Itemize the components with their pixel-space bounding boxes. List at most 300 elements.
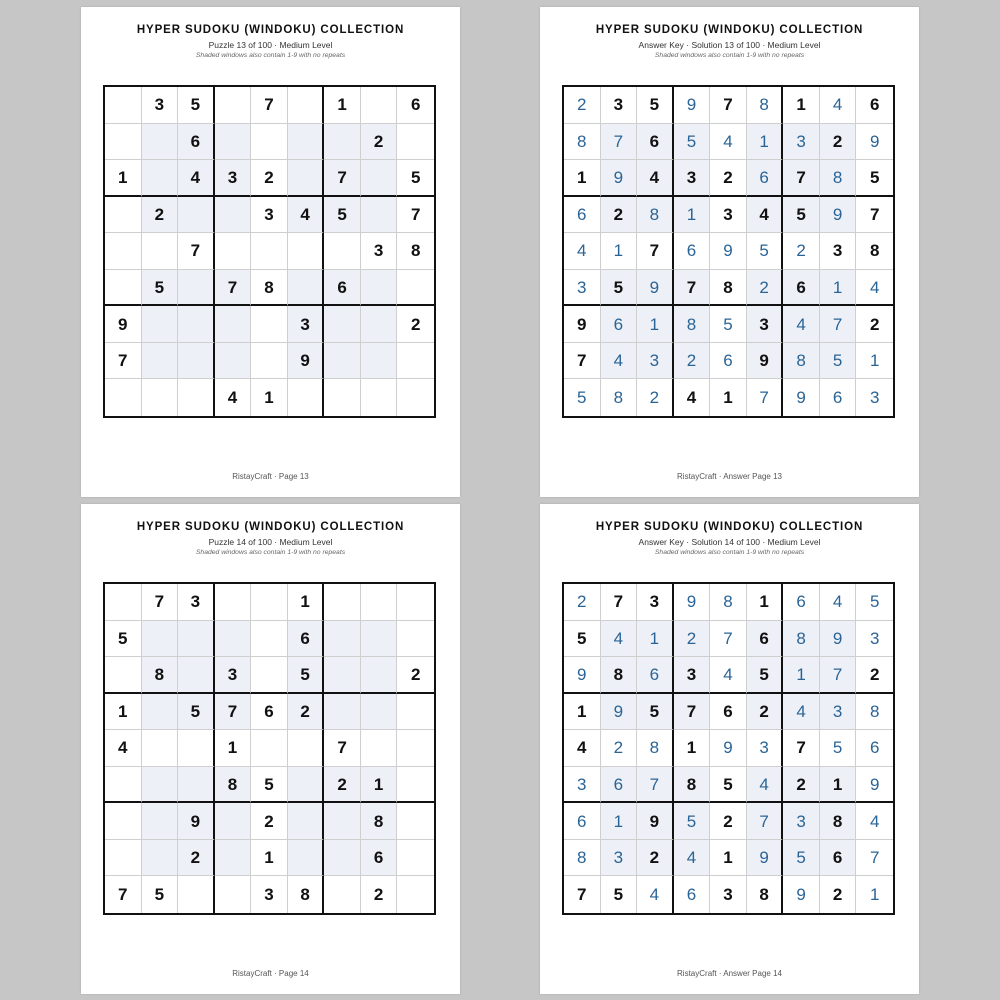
sudoku-cell [251,730,288,767]
sudoku-cell: 3 [564,270,601,307]
sudoku-cell [142,233,179,270]
sudoku-cell: 4 [601,343,638,380]
page-title: HYPER SUDOKU (WINDOKU) COLLECTION [136,24,405,36]
sudoku-cell: 1 [324,87,361,124]
sudoku-cell: 8 [564,124,601,161]
sudoku-cell: 8 [251,270,288,307]
sudoku-cell: 6 [747,621,784,658]
page-note: Shaded windows also contain 1-9 with no repeats [195,549,346,556]
sudoku-cell: 7 [105,343,142,380]
sudoku-cell [324,306,361,343]
sudoku-cell [361,306,398,343]
sudoku-cell [215,840,252,877]
sudoku-cell: 6 [856,87,893,124]
sudoku-cell: 8 [601,657,638,694]
sudoku-cell: 5 [710,306,747,343]
sudoku-cell: 1 [251,840,288,877]
sudoku-cell: 7 [105,876,142,913]
sudoku-cell: 6 [601,306,638,343]
sudoku-cell [142,767,179,804]
sudoku-cell: 4 [747,767,784,804]
sudoku-cell [288,379,325,416]
sudoku-cell: 2 [710,160,747,197]
sudoku-cell [361,87,398,124]
sudoku-cell: 3 [215,657,252,694]
sudoku-cell: 5 [251,767,288,804]
sudoku-cell: 2 [747,270,784,307]
sudoku-cell [397,694,434,731]
sudoku-cell: 8 [747,87,784,124]
sudoku-cell [324,876,361,913]
sudoku-cell [324,621,361,658]
sudoku-cell: 9 [105,306,142,343]
sudoku-cell: 4 [747,197,784,234]
sudoku-cell: 5 [674,124,711,161]
sudoku-cell [178,379,215,416]
sudoku-cell: 3 [637,343,674,380]
page-note: Shaded windows also contain 1-9 with no repeats [654,549,805,556]
sudoku-cell [178,876,215,913]
sudoku-cell: 7 [674,270,711,307]
sudoku-cell: 9 [710,730,747,767]
sudoku-cell [324,584,361,621]
sudoku-cell: 5 [637,87,674,124]
sudoku-cell: 8 [142,657,179,694]
sudoku-cell: 1 [674,197,711,234]
sudoku-cell [105,584,142,621]
sudoku-cell: 2 [710,803,747,840]
sudoku-cell [142,840,179,877]
sudoku-cell [397,124,434,161]
sudoku-cell [324,657,361,694]
sudoku-cell: 1 [288,584,325,621]
sudoku-cell: 7 [215,270,252,307]
sudoku-cell [288,840,325,877]
sudoku-cell: 3 [601,87,638,124]
sudoku-cell [361,379,398,416]
sudoku-cell: 5 [637,694,674,731]
sudoku-cell: 8 [783,621,820,658]
sudoku-cell: 1 [564,160,601,197]
sudoku-cell [178,621,215,658]
sudoku-cell: 6 [710,343,747,380]
sudoku-cell: 3 [637,584,674,621]
sudoku-cell: 1 [251,379,288,416]
sudoku-cell: 8 [820,160,857,197]
sudoku-cell: 8 [856,233,893,270]
sudoku-cell: 2 [747,694,784,731]
sudoku-cell: 9 [674,87,711,124]
page-subtitle: Answer Key · Solution 13 of 100 · Medium Level [638,40,821,50]
sudoku-cell [215,803,252,840]
sudoku-cell: 3 [674,657,711,694]
sudoku-cell: 3 [747,730,784,767]
sudoku-cell: 2 [637,379,674,416]
sudoku-cell: 2 [820,124,857,161]
sudoku-cell: 6 [674,876,711,913]
sudoku-cell: 1 [856,876,893,913]
sudoku-cell [288,730,325,767]
sudoku-cell: 9 [601,160,638,197]
sudoku-cell: 6 [783,584,820,621]
sudoku-cell: 5 [783,840,820,877]
sudoku-cell: 1 [601,803,638,840]
sudoku-cell: 2 [397,306,434,343]
sudoku-cell: 4 [288,197,325,234]
sudoku-cell [215,584,252,621]
sudoku-cell: 6 [361,840,398,877]
sudoku-cell: 3 [820,694,857,731]
sudoku-cell: 2 [783,233,820,270]
sudoku-cell: 8 [637,197,674,234]
sudoku-cell: 1 [215,730,252,767]
sudoku-cell: 6 [710,694,747,731]
sudoku-cell: 2 [601,197,638,234]
sudoku-cell [215,197,252,234]
sudoku-cell [288,233,325,270]
sudoku-cell: 3 [215,160,252,197]
sudoku-cell [142,379,179,416]
sudoku-cell [251,621,288,658]
sudoku-cell: 2 [142,197,179,234]
sudoku-cell: 5 [397,160,434,197]
sudoku-cell: 6 [674,233,711,270]
sudoku-grid [103,85,436,418]
sudoku-cell [288,767,325,804]
sudoku-cell [288,124,325,161]
sudoku-cell: 8 [637,730,674,767]
sudoku-cell: 4 [637,876,674,913]
sudoku-cell [397,270,434,307]
sudoku-cell: 5 [564,379,601,416]
sudoku-cell: 9 [178,803,215,840]
sudoku-cell [251,584,288,621]
sudoku-cell: 4 [564,233,601,270]
sudoku-cell: 5 [856,584,893,621]
sudoku-cell: 9 [564,657,601,694]
sudoku-cell [142,621,179,658]
sudoku-cell: 9 [710,233,747,270]
sudoku-cell: 5 [142,270,179,307]
sudoku-cell [251,124,288,161]
sudoku-cell: 8 [397,233,434,270]
sudoku-cell [361,730,398,767]
sudoku-cell: 2 [288,694,325,731]
sudoku-cell [251,233,288,270]
sudoku-cell [288,803,325,840]
sudoku-cell: 2 [856,306,893,343]
sudoku-cell: 1 [601,233,638,270]
sudoku-cell: 3 [361,233,398,270]
sudoku-cell: 1 [361,767,398,804]
sudoku-cell: 9 [637,270,674,307]
sudoku-cell: 2 [674,343,711,380]
sudoku-cell: 4 [856,803,893,840]
sudoku-cell [215,306,252,343]
sudoku-cell: 9 [601,694,638,731]
sudoku-cell: 1 [783,87,820,124]
sudoku-cell [105,124,142,161]
sudoku-cell [142,694,179,731]
sudoku-cell: 1 [564,694,601,731]
sudoku-cell [105,657,142,694]
sudoku-cell: 2 [251,803,288,840]
sudoku-cell: 4 [820,584,857,621]
sudoku-cell: 7 [820,306,857,343]
sudoku-cell [397,621,434,658]
sudoku-cell [324,233,361,270]
sudoku-cell [397,343,434,380]
sudoku-cell: 1 [637,621,674,658]
sudoku-cell: 8 [674,306,711,343]
sudoku-cell: 6 [783,270,820,307]
page-title: HYPER SUDOKU (WINDOKU) COLLECTION [595,521,864,533]
sudoku-cell: 8 [674,767,711,804]
sudoku-cell: 3 [856,621,893,658]
sudoku-cell: 8 [601,379,638,416]
sudoku-cell: 7 [674,694,711,731]
sudoku-cell: 9 [820,621,857,658]
page-footer: RistayCraft · Page 14 [232,969,309,978]
page-subtitle: Answer Key · Solution 14 of 100 · Medium Level [638,537,821,547]
sudoku-cell: 9 [783,379,820,416]
sudoku-cell: 3 [747,306,784,343]
sudoku-cell: 6 [178,124,215,161]
sudoku-cell [105,840,142,877]
sudoku-cell [178,730,215,767]
sudoku-cell: 9 [856,767,893,804]
sudoku-cell: 6 [397,87,434,124]
sudoku-cell [361,657,398,694]
sudoku-cell: 7 [178,233,215,270]
answer-page-13 [540,7,919,497]
sudoku-cell [178,306,215,343]
sudoku-cell [178,343,215,380]
sudoku-cell: 1 [820,270,857,307]
sudoku-cell [288,160,325,197]
sudoku-cell: 3 [783,803,820,840]
sudoku-cell [251,657,288,694]
sudoku-cell: 6 [251,694,288,731]
sudoku-cell [105,233,142,270]
sudoku-cell: 5 [747,657,784,694]
sudoku-cell [361,343,398,380]
sudoku-cell: 6 [324,270,361,307]
sudoku-cell: 4 [710,657,747,694]
sudoku-cell: 9 [288,343,325,380]
sudoku-cell: 8 [361,803,398,840]
sudoku-cell: 4 [783,306,820,343]
sudoku-cell: 7 [856,840,893,877]
sudoku-cell: 1 [710,840,747,877]
page-footer: RistayCraft · Page 13 [232,472,309,481]
sudoku-cell: 6 [637,657,674,694]
sudoku-cell: 9 [783,876,820,913]
sudoku-cell: 2 [178,840,215,877]
sudoku-cell: 9 [637,803,674,840]
sudoku-cell [324,343,361,380]
sudoku-cell: 7 [710,621,747,658]
sudoku-cell [361,621,398,658]
sudoku-cell: 8 [215,767,252,804]
sudoku-cell: 1 [820,767,857,804]
sudoku-cell: 2 [564,87,601,124]
sudoku-cell [251,306,288,343]
page-footer: RistayCraft · Answer Page 14 [677,969,782,978]
puzzle-page-14 [81,504,460,994]
sudoku-cell: 5 [820,730,857,767]
sudoku-cell: 1 [747,584,784,621]
page-subtitle: Puzzle 13 of 100 · Medium Level [208,40,333,50]
sudoku-cell [397,876,434,913]
sudoku-cell: 7 [324,160,361,197]
sudoku-cell: 5 [601,270,638,307]
sudoku-cell: 7 [747,379,784,416]
sudoku-cell: 5 [105,621,142,658]
sudoku-cell: 3 [142,87,179,124]
sudoku-cell: 1 [637,306,674,343]
sudoku-cell [142,124,179,161]
sudoku-cell [178,657,215,694]
sudoku-cell: 3 [710,197,747,234]
sudoku-cell: 2 [820,876,857,913]
sudoku-cell: 3 [288,306,325,343]
sudoku-cell: 3 [856,379,893,416]
sudoku-cell: 7 [601,124,638,161]
page-note: Shaded windows also contain 1-9 with no repeats [654,52,805,59]
sudoku-cell: 6 [564,197,601,234]
sudoku-cell: 5 [747,233,784,270]
sudoku-cell [324,124,361,161]
page-title: HYPER SUDOKU (WINDOKU) COLLECTION [595,24,864,36]
sudoku-cell [215,87,252,124]
sudoku-cell: 2 [361,124,398,161]
sudoku-cell [397,803,434,840]
sudoku-cell [105,270,142,307]
sudoku-grid [103,582,436,915]
sudoku-cell [361,584,398,621]
sudoku-cell: 7 [142,584,179,621]
sudoku-cell: 7 [215,694,252,731]
sudoku-cell: 7 [324,730,361,767]
sudoku-cell: 7 [710,87,747,124]
sudoku-cell: 3 [178,584,215,621]
sudoku-cell: 3 [783,124,820,161]
sudoku-cell [361,197,398,234]
page-footer: RistayCraft · Answer Page 13 [677,472,782,481]
sudoku-cell: 6 [820,379,857,416]
sudoku-cell: 9 [820,197,857,234]
sudoku-cell: 4 [105,730,142,767]
sudoku-cell: 4 [178,160,215,197]
sudoku-cell [178,767,215,804]
sudoku-cell [178,270,215,307]
sudoku-cell [105,87,142,124]
sudoku-cell: 7 [564,876,601,913]
sudoku-cell: 3 [251,197,288,234]
sudoku-cell [361,160,398,197]
sudoku-cell: 2 [856,657,893,694]
sudoku-cell [397,584,434,621]
sudoku-cell: 5 [324,197,361,234]
sudoku-cell: 4 [783,694,820,731]
sudoku-cell: 7 [783,160,820,197]
sudoku-cell [105,803,142,840]
sudoku-cell [105,767,142,804]
sudoku-cell [288,270,325,307]
sudoku-cell: 6 [820,840,857,877]
sudoku-cell: 5 [710,767,747,804]
sudoku-cell: 7 [820,657,857,694]
sudoku-cell: 9 [747,840,784,877]
sudoku-cell: 9 [674,584,711,621]
sudoku-cell: 8 [783,343,820,380]
sudoku-cell: 2 [361,876,398,913]
sudoku-cell [324,694,361,731]
sudoku-cell: 6 [564,803,601,840]
sudoku-cell: 7 [856,197,893,234]
sudoku-cell: 8 [747,876,784,913]
sudoku-cell: 2 [251,160,288,197]
sudoku-cell [324,803,361,840]
sudoku-cell: 2 [564,584,601,621]
page-note: Shaded windows also contain 1-9 with no repeats [195,52,346,59]
sudoku-cell [215,876,252,913]
sudoku-cell: 2 [783,767,820,804]
sudoku-grid [562,582,895,915]
sudoku-cell [324,379,361,416]
sudoku-cell: 6 [637,124,674,161]
sudoku-cell [142,803,179,840]
sudoku-cell [142,730,179,767]
sudoku-cell: 6 [856,730,893,767]
sudoku-cell: 7 [637,233,674,270]
sudoku-cell: 1 [747,124,784,161]
sudoku-cell: 5 [783,197,820,234]
sudoku-cell: 5 [178,694,215,731]
sudoku-cell: 4 [820,87,857,124]
sudoku-cell: 1 [105,160,142,197]
puzzle-page-13 [81,7,460,497]
sudoku-cell [397,840,434,877]
sudoku-cell: 7 [601,584,638,621]
sudoku-cell: 3 [251,876,288,913]
sudoku-cell: 2 [674,621,711,658]
answer-page-14 [540,504,919,994]
sudoku-cell: 9 [747,343,784,380]
sudoku-cell: 4 [637,160,674,197]
sudoku-cell: 3 [601,840,638,877]
sudoku-cell: 7 [251,87,288,124]
sudoku-cell: 7 [397,197,434,234]
sudoku-cell [142,160,179,197]
sudoku-cell [142,343,179,380]
sudoku-cell: 5 [674,803,711,840]
sudoku-cell: 9 [564,306,601,343]
sudoku-grid [562,85,895,418]
sudoku-cell: 1 [783,657,820,694]
sudoku-cell: 4 [564,730,601,767]
sudoku-cell: 5 [564,621,601,658]
sudoku-cell [397,379,434,416]
sudoku-cell: 3 [674,160,711,197]
sudoku-cell: 1 [710,379,747,416]
sudoku-cell: 2 [601,730,638,767]
sudoku-cell [397,730,434,767]
sudoku-cell [215,233,252,270]
sudoku-cell: 2 [637,840,674,877]
sudoku-cell: 4 [215,379,252,416]
